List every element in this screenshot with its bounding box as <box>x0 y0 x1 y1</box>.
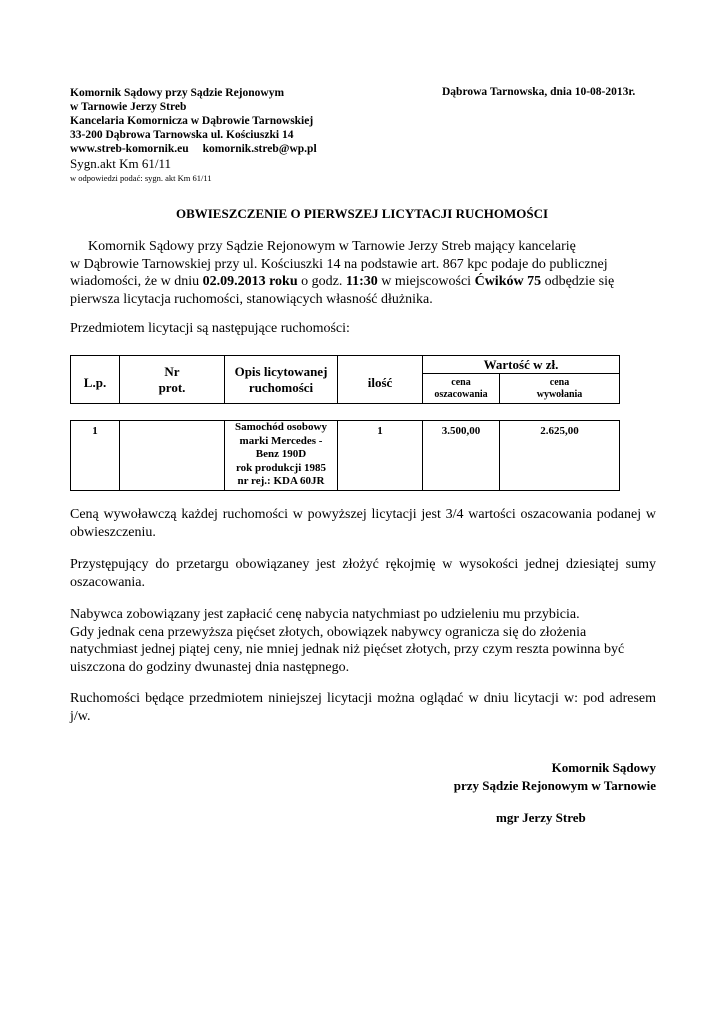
intro-text-a: wiadomości, że w dniu <box>70 274 203 289</box>
desc-line: marki Mercedes - <box>239 434 323 447</box>
intro-text-b: o godz. <box>297 274 346 289</box>
auction-place: Ćwików 75 <box>474 274 542 289</box>
col-starting-price <box>500 374 620 404</box>
case-number: Sygn.akt Km 61/11 <box>70 156 171 171</box>
items-table-header <box>70 355 620 404</box>
intro-text-d: odbędzie się <box>541 274 615 289</box>
signature-name: mgr Jerzy Streb <box>496 810 586 825</box>
header-line-name: w Tarnowie Jerzy Streb <box>70 101 187 113</box>
intro-line-3 <box>70 273 656 291</box>
col-starting-line2: wywołania <box>536 388 583 400</box>
signature-court: przy Sądzie Rejonowym w Tarnowie <box>453 778 656 793</box>
header-line-office: Komornik Sądowy przy Sądzie Rejonowym <box>70 87 285 99</box>
col-desc-line1: Opis licytowanej <box>234 363 328 379</box>
paragraph-viewing: Ruchomości będące przedmiotem niniejszej licytacji można oglądać w dniu licytacji w: pod adresem j/w. <box>70 691 656 724</box>
document-title: OBWIESZCZENIE O PIERWSZEJ LICYTACJI RUCHOMOŚCI <box>175 206 549 221</box>
desc-line: nr rej.: KDA 60JR <box>237 475 325 487</box>
subject-intro: Przedmiotem licytacji są następujące ruchomości: <box>70 321 350 336</box>
intro-line-1-text: Komornik Sądowy przy Sądzie Rejonowym w Tarnowie Jerzy Streb mający kancelarię <box>88 239 576 254</box>
col-nr-line2: prot. <box>158 379 186 395</box>
col-value-group: Wartość w zł. <box>423 356 620 374</box>
cell-nr-prot <box>120 421 225 491</box>
intro-line-4: pierwsza licytacja ruchomości, stanowiących własność dłużnika. <box>70 291 433 307</box>
cell-quantity: 1 <box>338 421 423 491</box>
header-contact <box>70 142 317 156</box>
col-description <box>225 356 338 404</box>
col-quantity: ilość <box>338 356 423 404</box>
payment-line-1: Nabywca zobowiązany jest zapłacić cenę nabycia natychmiast po udzieleniu mu przybicia. <box>70 607 580 622</box>
bailiff-header <box>70 86 317 184</box>
cell-description <box>225 421 338 491</box>
intro-line-2: w Dąbrowie Tarnowskiej przy ul. Kościuszki 14 na podstawie art. 867 kpc podaje do publicznej <box>70 256 608 272</box>
table-row <box>71 421 620 491</box>
paragraph-starting-price: Ceną wywoławczą każdej ruchomości w powyższej licytacji jest 3/4 wartości oszacowania podanej w obwieszczeniu. <box>70 507 656 540</box>
intro-line-1 <box>70 238 656 256</box>
intro-paragraph <box>70 238 656 308</box>
col-desc-line2: ruchomości <box>248 379 314 395</box>
header-line-chancery: Kancelaria Komornicza w Dąbrowie Tarnowskiej <box>70 115 314 127</box>
col-nr-line1: Nr <box>164 363 180 379</box>
reply-note: w odpowiedzi podać: sygn. akt Km 61/11 <box>70 173 212 183</box>
col-estimated-line1: cena <box>451 376 471 388</box>
items-table <box>70 420 620 491</box>
col-estimated-price <box>423 374 500 404</box>
desc-line: rok produkcji 1985 <box>235 461 327 474</box>
desc-line: Samochód osobowy <box>235 421 327 433</box>
auction-time: 11:30 <box>345 274 378 289</box>
header-website: www.streb-komornik.eu <box>70 143 189 155</box>
signature-title: Komornik Sądowy <box>551 760 656 775</box>
col-estimated-line2: oszacowania <box>434 388 488 400</box>
header-line-address: 33-200 Dąbrowa Tarnowska ul. Kościuszki 14 <box>70 129 294 141</box>
cell-estimated-price: 3.500,00 <box>423 421 500 491</box>
desc-line: Benz 190D <box>255 448 307 460</box>
col-nr-prot <box>120 356 225 404</box>
intro-text-c: w miejscowości <box>377 274 475 289</box>
cell-lp: 1 <box>71 421 120 491</box>
auction-date: 02.09.2013 roku <box>202 274 298 289</box>
paragraph-payment <box>70 606 656 676</box>
header-email: komornik.streb@wp.pl <box>202 143 317 155</box>
paragraph-deposit: Przystępujący do przetargu obowiązaney jest złożyć rękojmię w wysokości jednej dziesiątej sumy oszacowania. <box>70 557 656 590</box>
col-lp: L.p. <box>71 356 120 404</box>
document-date: Dąbrowa Tarnowska, dnia 10-08-2013r. <box>442 86 636 98</box>
col-starting-line1: cena <box>549 376 570 388</box>
payment-line-2: Gdy jednak cena przewyższa pięćset złotych, obowiązek nabywcy ogranicza się do złożenia natychmiast jednej piątej ceny, nie mniej jednak niż pięćset złotych, przy czym reszta powinna być uiszczona do godziny dwunastej dnia następnego. <box>70 624 625 675</box>
cell-starting-price: 2.625,00 <box>500 421 620 491</box>
